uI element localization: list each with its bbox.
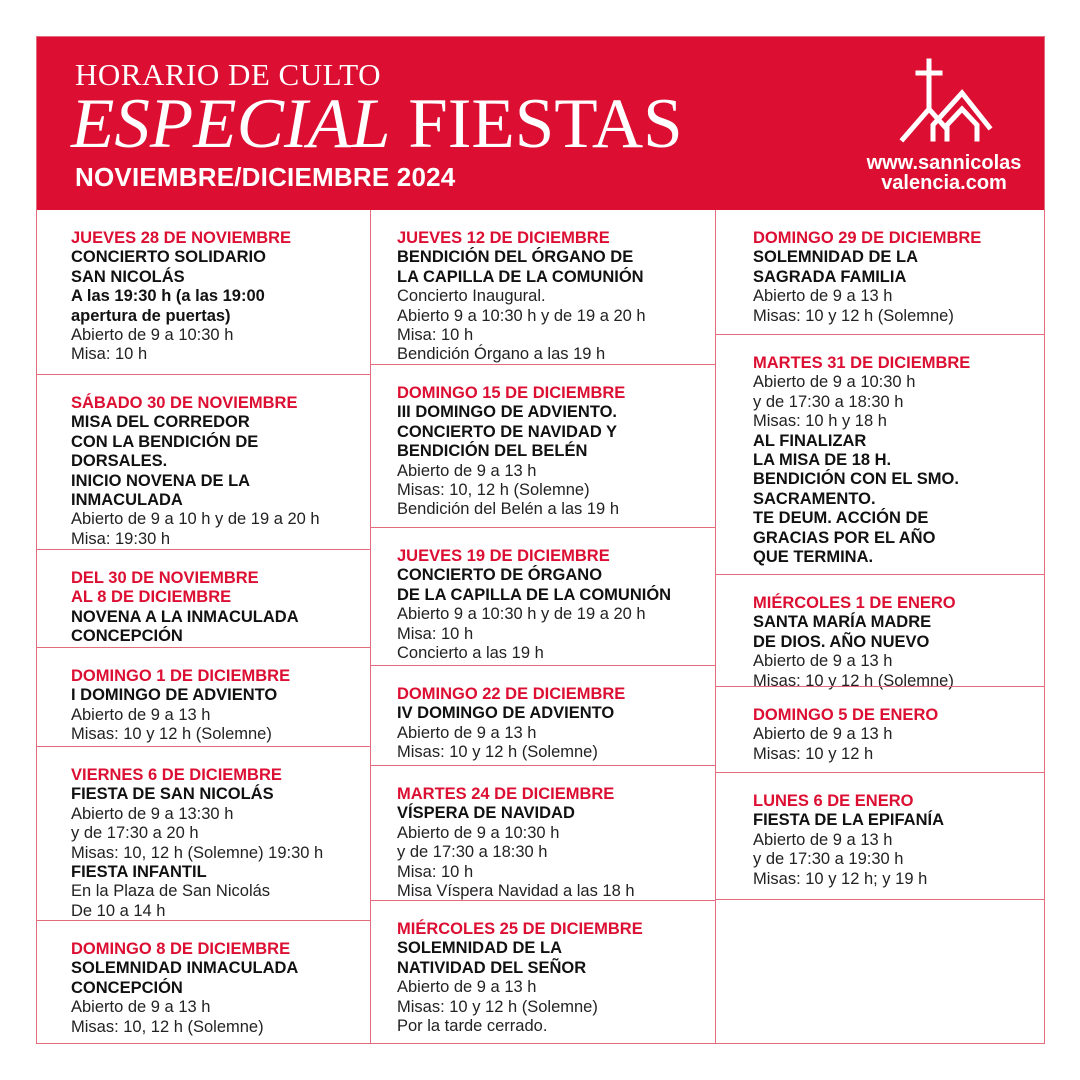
schedule-poster [36,36,1045,1044]
event-title: SOLEMNIDAD INMACULADA [71,959,299,978]
church-cross-icon [899,57,993,149]
event-title: INMACULADA [71,491,183,510]
event-date: MIÉRCOLES 1 DE ENERO [753,594,956,612]
event-detail: Misas: 10 y 12 h (Solemne) [397,743,598,762]
event-title: NATIVIDAD DEL SEÑOR [397,958,587,977]
event-entry [37,647,370,746]
event-date: SÁBADO 30 DE NOVIEMBRE [71,394,298,412]
event-detail: Concierto Inaugural. [397,287,546,306]
event-detail: Misas: 10, 12 h (Solemne) [397,481,590,500]
event-title: QUE TERMINA. [753,548,874,567]
event-title: SAGRADA FAMILIA [753,267,907,286]
event-date: DOMINGO 22 DE DICIEMBRE [397,685,626,703]
event-detail: Misas: 10 y 12 h (Solemne) [753,306,954,325]
event-detail: Abierto de 9 a 13 h [397,723,537,742]
event-title: FIESTA DE SAN NICOLÁS [71,785,274,804]
event-title: TE DEUM. ACCIÓN DE [753,509,929,528]
event-detail: Abierto de 9 a 13 h [753,652,893,671]
event-detail: Abierto de 9 a 10:30 h [753,373,916,392]
event-entry [716,686,1044,772]
event-detail: Abierto de 9 a 13 h [397,978,537,997]
event-detail: Abierto de 9 a 10:30 h [397,823,560,842]
website-line2: valencia.com [881,172,1007,194]
header-title-line2 [71,85,683,163]
event-detail: En la Plaza de San Nicolás [71,882,271,901]
event-title: INICIO NOVENA DE LA [71,471,251,490]
event-title: CONCEPCIÓN [71,978,183,997]
event-title: III DOMINGO DE ADVIENTO. [397,403,618,422]
event-entry [371,364,715,527]
header-banner [37,37,1044,210]
event-detail: Misas: 10, 12 h (Solemne) [71,1017,264,1036]
website-url[interactable] [847,153,1041,193]
event-detail: Misas: 10 y 12 h; y 19 h [753,869,928,888]
event-entry [716,574,1044,690]
event-entry [37,746,370,920]
event-title: I DOMINGO DE ADVIENTO [71,686,278,705]
event-date: JUEVES 12 DE DICIEMBRE [397,229,610,247]
event-title: BENDICIÓN CON EL SMO. [753,470,959,489]
empty-cell [716,899,1044,1043]
event-detail: Misa: 10 h [397,326,474,345]
event-detail: Misa: 19:30 h [71,529,171,548]
event-detail: Bendición Órgano a las 19 h [397,345,606,364]
event-date: VIERNES 6 DE DICIEMBRE [71,766,282,784]
event-detail: Abierto de 9 a 13 h [753,830,893,849]
event-date: JUEVES 28 DE NOVIEMBRE [71,229,292,247]
event-detail: y de 17:30 a 18:30 h [753,392,904,411]
column-3 [715,210,1044,1043]
event-entry [716,210,1044,334]
event-title: SOLEMNIDAD DE LA [397,939,562,958]
event-date: DEL 30 DE NOVIEMBRE [71,569,259,587]
event-date: DOMINGO 15 DE DICIEMBRE [397,384,626,402]
event-detail: Misa: 10 h [397,862,474,881]
event-title: CONCIERTO DE ÓRGANO [397,566,603,585]
column-2 [370,210,715,1043]
event-title: SACRAMENTO. [753,489,876,508]
event-detail: Abierto de 9 a 10 h y de 19 a 20 h [71,510,320,529]
event-detail: Abierto de 9 a 13:30 h [71,804,234,823]
event-entry [371,765,715,900]
event-title: SAN NICOLÁS [71,267,185,286]
event-entry [716,772,1044,899]
event-detail: Abierto de 9 a 10:30 h [71,326,234,345]
event-entry [371,665,715,765]
event-title: DE DIOS. AÑO NUEVO [753,632,930,651]
event-detail: Abierto 9 a 10:30 h y de 19 a 20 h [397,306,646,325]
event-date: LUNES 6 DE ENERO [753,792,914,810]
event-detail: Abierto de 9 a 13 h [753,725,893,744]
event-date: JUEVES 19 DE DICIEMBRE [397,547,610,565]
header-subtitle: NOVIEMBRE/DICIEMBRE 2024 [75,162,456,192]
event-entry [37,374,370,549]
event-title: VÍSPERA DE NAVIDAD [397,804,575,823]
header-title-italic: ESPECIAL [71,85,391,163]
event-entry [37,920,370,1043]
event-detail: Misas: 10 h y 18 h [753,412,887,431]
event-detail: Abierto de 9 a 13 h [753,287,893,306]
event-entry [37,210,370,374]
column-1 [37,210,370,1043]
event-date: MARTES 24 DE DICIEMBRE [397,785,615,803]
event-detail: y de 17:30 a 18:30 h [397,843,548,862]
event-title: A las 19:30 h (a las 19:00 [71,287,265,306]
event-title: DORSALES. [71,452,168,471]
event-detail: Misas: 10 y 12 h (Solemne) [71,725,272,744]
event-title: FIESTA DE LA EPIFANÍA [753,811,944,830]
event-title: IV DOMINGO DE ADVIENTO [397,704,615,723]
event-date: DOMINGO 29 DE DICIEMBRE [753,229,982,247]
website-line1: www.sannicolas [866,152,1022,174]
event-title: LA MISA DE 18 H. [753,451,892,470]
event-detail: Misas: 10 y 12 h [753,744,874,763]
event-detail: Por la tarde cerrado. [397,1017,548,1036]
event-detail: y de 17:30 a 20 h [71,824,199,843]
event-title: DE LA CAPILLA DE LA COMUNIÓN [397,585,672,604]
event-detail: y de 17:30 a 19:30 h [753,850,904,869]
event-title: CONCIERTO DE NAVIDAD Y [397,422,618,441]
event-detail: Abierto 9 a 10:30 h y de 19 a 20 h [397,605,646,624]
event-date: AL 8 DE DICIEMBRE [71,588,232,607]
event-date: MARTES 31 DE DICIEMBRE [753,354,971,372]
event-detail: Misa: 10 h [397,624,474,643]
event-title: FIESTA INFANTIL [71,863,207,882]
event-title: BENDICIÓN DEL ÓRGANO DE [397,248,634,267]
event-title: LA CAPILLA DE LA COMUNIÓN [397,267,644,286]
event-title: AL FINALIZAR [753,431,867,450]
event-title: MISA DEL CORREDOR [71,413,250,432]
event-entry [371,527,715,665]
event-entry [371,900,715,1043]
event-title: NOVENA A LA INMACULADA [71,607,299,626]
event-title: SANTA MARÍA MADRE [753,613,932,632]
event-entry [371,210,715,364]
event-detail: Abierto de 9 a 13 h [71,705,211,724]
event-detail: De 10 a 14 h [71,901,166,920]
event-date: DOMINGO 1 DE DICIEMBRE [71,667,291,685]
event-date: DOMINGO 8 DE DICIEMBRE [71,940,291,958]
event-title: CONCIERTO SOLIDARIO [71,248,266,267]
event-detail: Misa Víspera Navidad a las 18 h [397,882,635,901]
event-entry [37,549,370,647]
event-title: CON LA BENDICIÓN DE [71,432,259,451]
event-detail: Abierto de 9 a 13 h [397,461,537,480]
event-detail: Misa: 10 h [71,345,148,364]
event-detail: Misas: 10 y 12 h (Solemne) [397,997,598,1016]
event-date: DOMINGO 5 DE ENERO [753,706,939,724]
event-title: BENDICIÓN DEL BELÉN [397,442,588,461]
header-title-line1: HORARIO DE CULTO [75,57,381,92]
event-detail: Misas: 10 y 12 h (Solemne) [753,671,954,690]
event-title: CONCEPCIÓN [71,627,183,646]
event-entry [716,334,1044,574]
event-title: SOLEMNIDAD DE LA [753,248,918,267]
event-detail: Concierto a las 19 h [397,644,544,663]
event-title: GRACIAS POR EL AÑO [753,528,936,547]
header-title-rest: FIESTAS [390,85,683,163]
event-detail: Bendición del Belén a las 19 h [397,500,619,519]
event-detail: Abierto de 9 a 13 h [71,998,211,1017]
event-title: apertura de puertas) [71,306,231,325]
event-detail: Misas: 10, 12 h (Solemne) 19:30 h [71,843,324,862]
event-date: MIÉRCOLES 25 DE DICIEMBRE [397,920,643,938]
